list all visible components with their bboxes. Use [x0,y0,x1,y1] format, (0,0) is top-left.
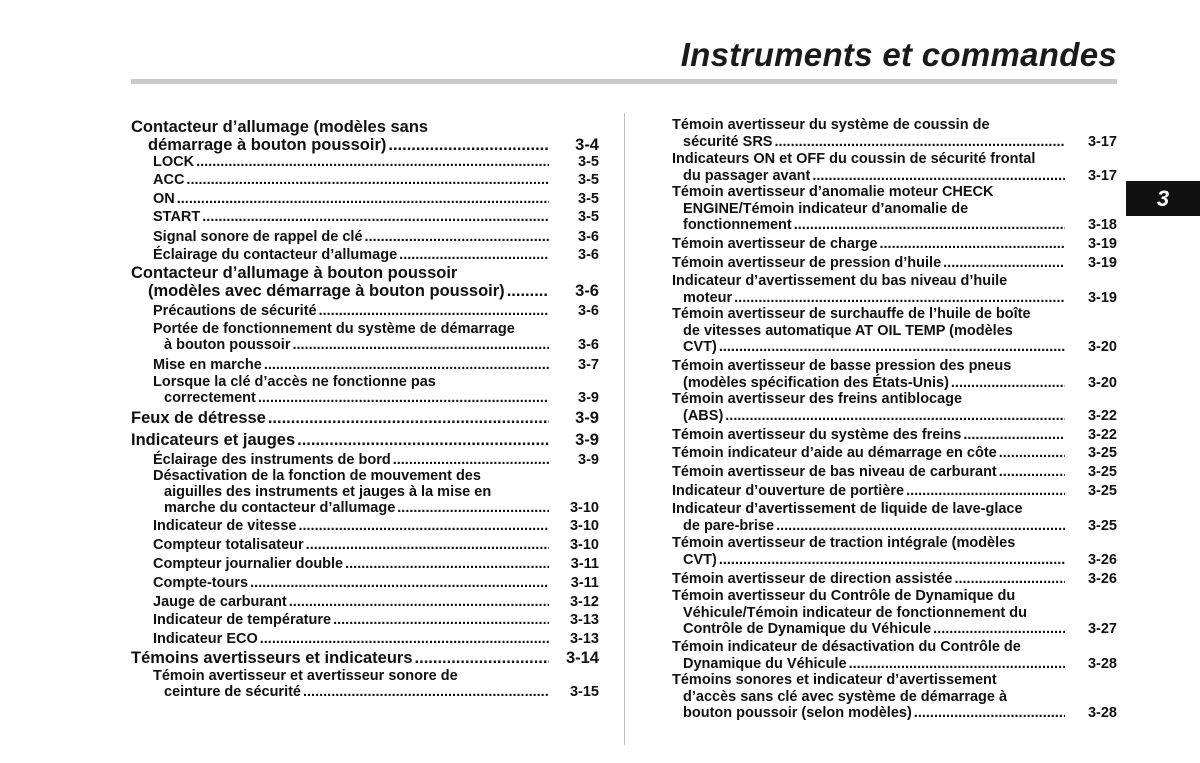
dot-leader [914,705,1065,721]
dot-leader [399,247,549,263]
toc-entry-title: Jauge de carburant [153,594,287,610]
toc-entry-title: ON [153,191,175,207]
dot-leader [776,518,1065,534]
dot-leader [345,556,549,572]
toc-page-number: 3-5 [578,209,599,225]
toc-page-number: 3-25 [1087,483,1117,499]
toc-entry-title: Signal sonore de rappel de clé [153,229,363,245]
toc-entry-title: Contacteur d’allumage (modèles sans [131,118,429,136]
header-rule [131,79,1117,84]
toc-entry-title: Témoin avertisseur d’anomalie moteur CHECK [672,184,994,200]
toc-page-number: 3-26 [1087,551,1117,568]
dot-leader [415,649,549,668]
toc-entry-title: bouton poussoir (selon modèles) [683,705,912,721]
toc-page-number: 3-26 [1087,571,1117,587]
toc-entry-title: Indicateur ECO [153,631,258,647]
toc-entry-title: démarrage à bouton poussoir) [148,136,387,154]
toc-entry-title: de vitesses automatique AT OIL TEMP (modèles [683,322,1013,339]
toc-page-number: 3-28 [1087,705,1117,721]
toc-page-number: 3-6 [578,337,599,353]
toc-entry-title: marche du contacteur d’allumage [164,500,396,516]
toc-page-number: 3-25 [1087,445,1117,461]
toc-entry-title: Témoin indicateur d’aide au démarrage en côte [672,445,997,461]
dot-leader [268,409,549,428]
toc-entry-title: fonctionnement [683,217,792,233]
toc-entry-title: Indicateurs et jauges [131,431,296,449]
toc-entry-title: Indicateur d’ouverture de portière [672,483,905,499]
toc-page-number: 3-19 [1087,236,1117,252]
toc-entry-title: d’accès sans clé avec système de démarrage à [683,688,1008,705]
toc-page-number: 3-19 [1087,289,1117,306]
dot-leader [196,154,549,170]
dot-leader [388,136,549,155]
toc-page-number: 3-9 [575,431,599,449]
dot-leader [963,427,1065,443]
toc-entry-title: Indicateurs ON et OFF du coussin de sécurité frontal [672,151,1036,167]
dot-leader [943,255,1065,271]
dot-leader [999,464,1065,480]
toc-entry-title: ENGINE/Témoin indicateur d’anomalie de [683,200,969,217]
toc-entry-title: Témoin avertisseur de pression d’huile [672,255,942,271]
toc-entry-title: Témoins sonores et indicateur d’avertissement [672,672,997,688]
toc-page-number: 3-25 [1087,464,1117,480]
toc-page-number: 3-22 [1087,407,1117,424]
toc-entry-title: (ABS) [683,407,724,424]
dot-leader [289,594,549,610]
dot-leader [933,621,1065,637]
dot-leader [333,612,549,628]
toc-entry-title: Mise en marche [153,357,262,373]
toc-page-number: 3-14 [565,649,599,667]
toc-entry-title: Témoin avertisseur et avertisseur sonore de [153,668,458,684]
dot-leader [880,236,1066,252]
toc-page-number: 3-27 [1087,621,1117,637]
toc-page-number: 3-6 [578,247,599,263]
toc-page-number: 3-20 [1087,339,1117,355]
toc-page-number: 3-28 [1087,655,1117,672]
toc-page-number: 3-10 [569,537,599,553]
toc-page-number: 3-15 [569,684,599,700]
toc-page-number: 3-9 [575,409,599,427]
toc-page-number: 3-9 [578,452,599,468]
toc-page-number: 3-20 [1087,374,1117,391]
toc-entry-title: moteur [683,289,733,306]
dot-leader [849,656,1065,672]
toc-entry-title: (modèles spécification des États-Unis) [683,374,949,391]
toc-entry-title: Compteur totalisateur [153,537,304,553]
toc-entry-title: Témoins avertisseurs et indicateurs [131,649,413,667]
toc-entry-title: Indicateur de vitesse [153,518,297,534]
toc-page-number: 3-10 [569,500,599,516]
toc-entry-title: à bouton poussoir [164,337,291,353]
toc-entry-title: Dynamique du Véhicule [683,655,847,672]
toc-page-number: 3-10 [569,518,599,534]
toc-entry-title: Indicateur de température [153,612,332,628]
toc-page-number: 3-19 [1087,255,1117,271]
toc-entry-title: Témoin avertisseur du Contrôle de Dynamique du [672,588,1016,604]
toc-page-number: 3-11 [570,556,599,572]
toc-page-number: 3-7 [578,357,599,373]
toc-entry-title: Témoin avertisseur du système de coussin de [672,117,990,133]
toc-page-number: 3-17 [1087,133,1117,150]
toc-entry-title: Éclairage des instruments de bord [153,452,391,468]
toc-entry-title: Éclairage du contacteur d’allumage [153,247,398,263]
toc-entry-title: LOCK [153,154,195,170]
dot-leader [812,168,1065,184]
toc-entry-title: Témoin avertisseur des freins antiblocage [672,391,963,407]
dot-leader [951,375,1065,391]
toc-entry-title: Compteur journalier double [153,556,344,572]
toc-page-number: 3-17 [1087,167,1117,184]
chapter-tab[interactable]: 3 [1126,181,1200,216]
toc-entry-title: Témoin avertisseur du système des freins [672,427,962,443]
toc-entry-title: Contrôle de Dynamique du Véhicule [683,621,932,637]
dot-leader [954,571,1065,587]
toc-entry-title: Contacteur d’allumage à bouton poussoir [131,264,458,282]
toc-entry-title: Feux de détresse [131,409,266,427]
dot-leader [264,357,549,373]
toc-page-number: 3-6 [575,282,599,300]
toc-page-number: 3-5 [578,172,599,188]
dot-leader [397,500,549,516]
toc-page-number: 3-9 [578,390,599,406]
toc-entry-title: CVT) [683,551,717,568]
column-divider [624,113,625,745]
dot-leader [292,337,549,353]
toc-entry-title: correctement [164,390,256,406]
dot-leader [393,452,549,468]
dot-leader [297,431,549,450]
page-title: Instruments et commandes [680,36,1117,73]
dot-leader [734,290,1065,306]
toc-entry-title: Témoin avertisseur de direction assistée [672,571,953,587]
toc-entry-title: ACC [153,172,185,188]
toc-page-number: 3-13 [569,612,599,628]
dot-leader [306,537,549,553]
toc-page-number: 3-22 [1087,427,1117,443]
dot-leader [186,172,549,188]
toc-entry-title: Véhicule/Témoin indicateur de fonctionnement du [683,604,1028,621]
toc-page-number: 3-5 [578,154,599,170]
toc-page-number: 3-6 [578,229,599,245]
toc-entry-title: Désactivation de la fonction de mouvement des [153,468,481,484]
toc-page-number: 3-18 [1087,217,1117,233]
dot-leader [774,134,1065,150]
toc-entry-title: Témoin avertisseur de bas niveau de carburant [672,464,997,480]
toc-page-number: 3-12 [569,594,599,610]
toc-entry-title: (modèles avec démarrage à bouton poussoir) [148,282,505,300]
dot-leader [202,209,549,225]
toc-entry-title: START [153,209,201,225]
toc-entry-title: de pare-brise [683,517,775,534]
toc-entry-title: Portée de fonctionnement du système de démarrage [153,321,515,337]
toc-page-number: 3-13 [569,631,599,647]
dot-leader [319,303,549,319]
toc-entry-title: Lorsque la clé d’accès ne fonctionne pas [153,374,436,390]
toc-entry-title: sécurité SRS [683,133,773,150]
toc-entry-title: ceinture de sécurité [164,684,301,700]
toc-entry-title: Indicateur d’avertissement de liquide de lave-glace [672,501,1023,517]
dot-leader [725,408,1065,424]
dot-leader [794,217,1065,233]
dot-leader [719,552,1065,568]
toc-page-number: 3-25 [1087,517,1117,534]
dot-leader [250,575,549,591]
toc-page-number: 3-11 [570,575,599,591]
dot-leader [303,684,549,700]
dot-leader [507,282,549,301]
dot-leader [298,518,549,534]
toc-entry-title: Compte-tours [153,575,249,591]
toc-entry-title: Témoin indicateur de désactivation du Contrôle de [672,639,1021,655]
dot-leader [365,229,549,245]
toc-entry-title: Témoin avertisseur de charge [672,236,878,252]
toc-page-number: 3-4 [575,136,599,154]
toc-entry-title: Témoin avertisseur de surchauffe de l’huile de boîte [672,306,1031,322]
dot-leader [260,631,549,647]
toc-page-number: 3-5 [578,191,599,207]
toc-entry-title: CVT) [683,339,717,355]
toc-page-number: 3-6 [578,303,599,319]
dot-leader [906,483,1065,499]
toc-entry-title: Témoin avertisseur de traction intégrale (modèles [672,535,1016,551]
toc-entry-title: Indicateur d’avertissement du bas niveau d’huile [672,273,1008,289]
dot-leader [999,445,1065,461]
toc-entry-title: Témoin avertisseur de basse pression des pneus [672,358,1012,374]
toc-entry-title: Précautions de sécurité [153,303,317,319]
toc-entry-title: du passager avant [683,167,811,184]
toc-entry-title: aiguilles des instruments et jauges à la mise en [164,484,492,500]
dot-leader [258,390,549,406]
dot-leader [719,339,1065,355]
dot-leader [177,191,549,207]
